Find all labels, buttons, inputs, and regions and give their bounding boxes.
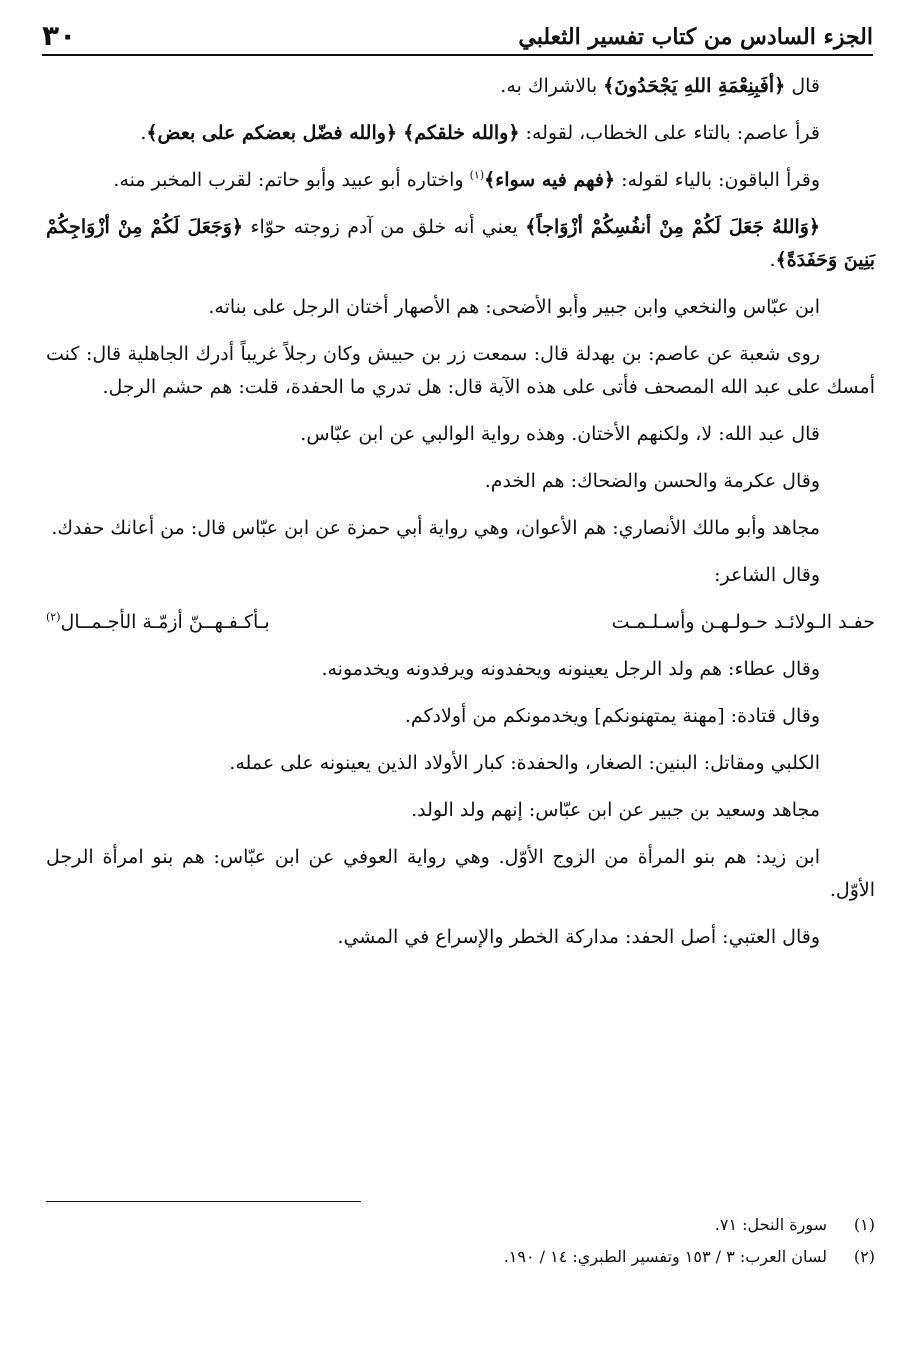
paragraph: مجاهد وسعيد بن جبير عن ابن عبّاس: إنهم ولد الولد. xyxy=(411,799,820,821)
poem-verse xyxy=(46,606,875,639)
footnote-number: (٢) xyxy=(853,1247,875,1266)
paragraph: ابن زيد: هم بنو المرأة من الزوج الأوّل. وهي رواية العوفي عن ابن عبّاس: هم بنو امرأة الرجل الأوّل. xyxy=(46,846,875,901)
text-span: واختاره أبو عبيد وأبو حاتم: لقرب المخبر منه. xyxy=(113,169,470,191)
paragraph xyxy=(46,164,875,197)
paragraph: مجاهد وأبو مالك الأنصاري: هم الأعوان، وهي رواية أبي حمزة عن ابن عبّاس قال: من أعانك حفدك. xyxy=(51,517,820,539)
paragraph: وقال عكرمة والحسن والضحاك: هم الخدم. xyxy=(484,470,820,492)
poem-hemistich: بـأكـفـهــنّ أزمّـة الأجـمــال xyxy=(60,611,270,633)
footnote-number: (١) xyxy=(853,1215,875,1234)
paragraph: وقال عطاء: هم ولد الرجل يعينونه ويحفدونه ويرفدونه ويخدمونه. xyxy=(321,658,820,680)
paragraph: وقال العتبي: أصل الحفد: مداركة الخطر والإسراع في المشي. xyxy=(337,926,820,948)
paragraph: الكلبي ومقاتل: البنين: الصغار، والحفدة: كبار الأولاد الذين يعينونه على عمله. xyxy=(229,752,820,774)
quran-quote: ﴿أفَبِنِعْمَةِ اللهِ يَجْحَدُونَ﴾ xyxy=(603,75,786,97)
text-span: . xyxy=(769,249,776,271)
footnote-marker: (١) xyxy=(469,168,485,182)
quran-quote: ﴿وَجَعَلَ لَكُمْ مِنْ أزْوَاجِكُمْ بَنِينَ وَحَفَدَةً﴾ xyxy=(46,216,875,271)
quran-quote: ﴿وَاللهُ جَعَلَ لَكُمْ مِنْ أنفُسِكُمْ أزْوَاجاً﴾ xyxy=(525,216,821,238)
main-text xyxy=(46,70,875,968)
text-span: . xyxy=(140,122,147,144)
footnote xyxy=(46,1244,875,1270)
footnote-marker: (٢) xyxy=(46,610,61,624)
text-span: بالاشراك به. xyxy=(500,75,604,97)
running-title: الجزء السادس من كتاب تفسير الثعلبي xyxy=(518,24,873,50)
page-number: ٣٠ xyxy=(42,19,77,52)
paragraph: وقال قتادة: [مهنة يمتهنونكم] ويخدمونكم من أولادكم. xyxy=(404,705,820,727)
poem-hemistich: حفـد الـولائـد حـولـهـن وأسـلـمـت xyxy=(611,611,875,633)
paragraph: روى شعبة عن عاصم: بن بهدلة قال: سمعت زر بن حبيش وكان رجلاً غريباً أدرك الجاهلية قال: كنت أمسك على عبد الله المصحف فأتى على هذه الآية قال: هل تدري ما الحفدة، قلت: هم حشم الرجل. xyxy=(46,343,875,398)
text-span: يعني أنه خلق من آدم زوجته حوّاء xyxy=(243,216,526,238)
text-span: قرأ عاصم: بالتاء على الخطاب، لقوله: xyxy=(519,122,820,144)
poem-hemistich-group xyxy=(46,606,270,639)
paragraph xyxy=(46,117,875,150)
footnote-text: لسان العرب: ٣ / ١٥٣ وتفسير الطبري: ١٤ / ١٩٠. xyxy=(503,1247,827,1266)
quran-quote: ﴿والله فضّل بعضكم على بعض﴾ xyxy=(146,122,398,144)
footnotes xyxy=(46,1212,875,1276)
page-header xyxy=(42,14,873,56)
quran-quote: ﴿فهم فيه سواء﴾ xyxy=(484,169,616,191)
footnote-text: سورة النحل: ٧١. xyxy=(714,1215,827,1234)
paragraph: وقال الشاعر: xyxy=(714,564,820,586)
footnote-divider xyxy=(46,1201,361,1202)
text-span: وقرأ الباقون: بالياء لقوله: xyxy=(615,169,820,191)
footnote xyxy=(46,1212,875,1238)
paragraph xyxy=(46,211,875,277)
paragraph: قال عبد الله: لا، ولكنهم الأختان. وهذه رواية الوالبي عن ابن عبّاس. xyxy=(300,423,820,445)
quran-quote: ﴿والله خلقكم﴾ xyxy=(403,122,520,144)
paragraph: ابن عبّاس والنخعي وابن جبير وأبو الأضحى: هم الأصهار أختان الرجل على بناته. xyxy=(208,296,820,318)
text-span: قال xyxy=(785,75,820,97)
paragraph xyxy=(46,70,875,103)
